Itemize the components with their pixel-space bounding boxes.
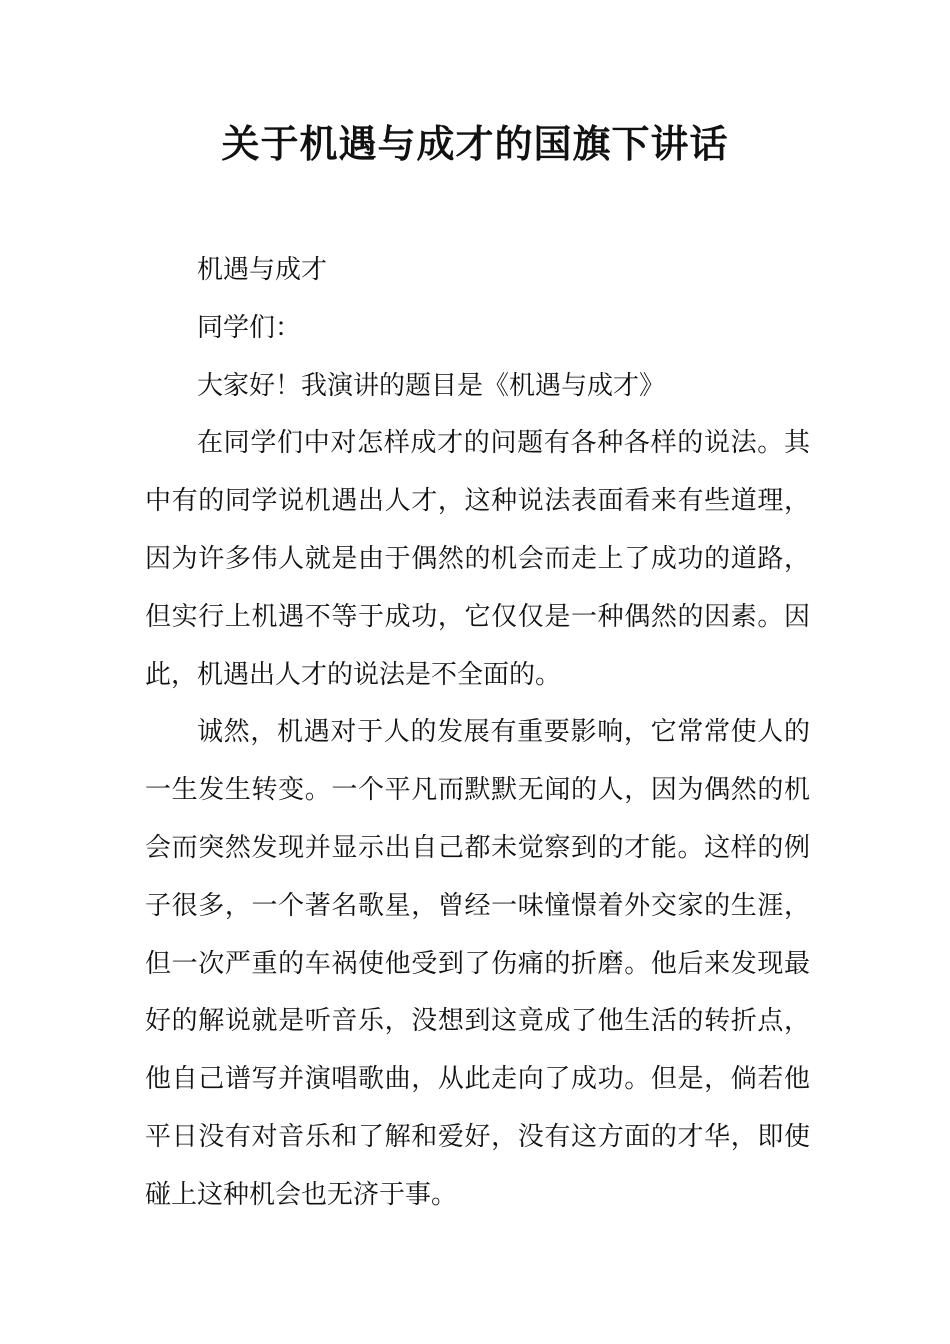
document-title: 关于机遇与成才的国旗下讲话	[221, 121, 729, 166]
paragraph-greeting: 大家好！我演讲的题目是《机遇与成才》	[197, 370, 666, 401]
paragraph-salutation: 同学们：	[197, 312, 302, 343]
document-body	[145, 242, 810, 1225]
paragraph-subtitle: 机遇与成才	[197, 255, 328, 285]
paragraph-body: 诚然，机遇对于人的发展有重要影响，它常常使人的一生发生转变。一个平凡而默默无闻的人，因为偶然的机会而突然发现并显示出自己都未觉察到的才能。这样的例子很多，一个著名歌星，曾经一味憧憬着外交家的生涯，但一次严重的车祸使他受到了伤痛的折磨。他后来发现最好的解说就是听音乐，没想到这竟成了他生活的转折点，他自己谱写并演唱歌曲，从此走向了成功。但是，倘若他平日没有对音乐和了解和爱好，没有这方面的才华，即使碰上这种机会也无济于事。	[145, 717, 810, 1210]
paragraph-body: 在同学们中对怎样成才的问题有各种各样的说法。其中有的同学说机遇出人才，这种说法表面看来有些道理，因为许多伟人就是由于偶然的机会而走上了成功的道路，但实行上机遇不等于成功，它仅仅是一种偶然的因素。因此，机遇出人才的说法是不全面的。	[145, 428, 810, 690]
